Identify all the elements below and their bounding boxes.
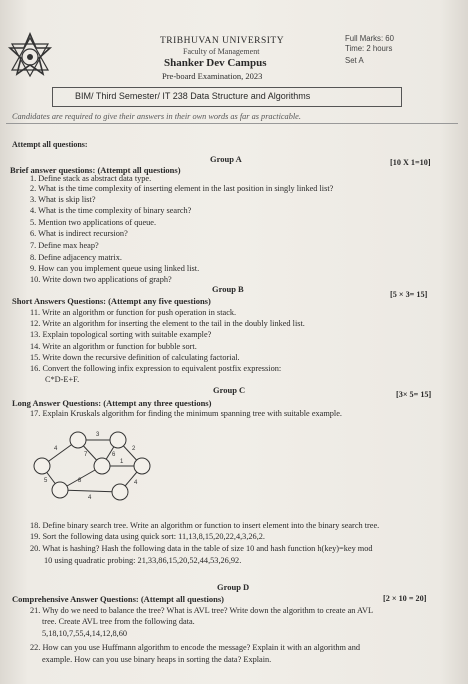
question-20-cont: 10 using quadratic probing: 21,33,86,15,20,52,44,53,26,92. bbox=[44, 556, 242, 565]
question-12: 12. Write an algorithm for inserting the element to the tail in the doubly linked list. bbox=[30, 319, 305, 328]
edge-weight: 8 bbox=[78, 478, 82, 484]
question-set: Set A bbox=[345, 56, 364, 65]
avl-data: 5,18,10,7,55,4,14,12,8,60 bbox=[42, 629, 128, 638]
group-b-heading: Short Answers Questions: (Attempt any five questions) bbox=[12, 296, 211, 306]
question-7: 7. Define max heap? bbox=[30, 241, 99, 250]
time-allowed: Time: 2 hours bbox=[345, 44, 393, 53]
edge-weight: 4 bbox=[88, 495, 92, 501]
group-a-title: Group A bbox=[210, 154, 242, 164]
edge-weight: 5 bbox=[44, 478, 48, 484]
edge-weight: 4 bbox=[134, 480, 138, 486]
question-10: 10. Write down two applications of graph? bbox=[30, 275, 172, 284]
university-name: TRIBHUVAN UNIVERSITY bbox=[160, 36, 285, 46]
group-b-marks: [5 × 3= 15] bbox=[390, 290, 428, 299]
question-18: 18. Define binary search tree. Write an algorithm or function to insert element into the binary search tree. bbox=[30, 521, 380, 530]
question-11: 11. Write an algorithm or function for push operation in stack. bbox=[30, 308, 237, 317]
group-c-heading: Long Answer Questions: (Attempt any three questions) bbox=[12, 398, 212, 408]
question-1: 1. Define stack as abstract data type. bbox=[30, 174, 152, 183]
question-21-cont: tree. Create AVL tree from the following data. bbox=[42, 617, 195, 626]
question-4: 4. What is the time complexity of binary search? bbox=[30, 206, 192, 215]
group-d-heading: Comprehensive Answer Questions: (Attempt all questions) bbox=[12, 594, 224, 604]
group-d-title: Group D bbox=[217, 582, 250, 592]
campus-name: Shanker Dev Campus bbox=[164, 57, 267, 69]
question-16: 16. Convert the following infix expression to equivalent postfix expression: bbox=[30, 364, 282, 373]
group-c-marks: [3× 5= 15] bbox=[396, 390, 432, 399]
group-d-marks: [2 × 10 = 20] bbox=[383, 594, 427, 603]
question-2: 2. What is the time complexity of inserting element in the last position in singly linked list? bbox=[30, 184, 334, 193]
group-c-title: Group C bbox=[213, 385, 246, 395]
edge-weight: 6 bbox=[112, 452, 116, 458]
group-b-title: Group B bbox=[212, 284, 244, 294]
group-a-heading: Brief answer questions: (Attempt all questions) bbox=[10, 165, 181, 175]
question-19: 19. Sort the following data using quick sort: 11,13,8,15,20,22,4,3,26,2. bbox=[30, 532, 265, 541]
exam-name: Pre-board Examination, 2023 bbox=[162, 71, 263, 81]
full-marks: Full Marks: 60 bbox=[345, 34, 394, 43]
university-logo bbox=[6, 32, 54, 80]
faculty-name: Faculty of Management bbox=[183, 47, 260, 56]
question-8: 8. Define adjacency matrix. bbox=[30, 253, 122, 262]
edge-weight: 7 bbox=[84, 452, 88, 458]
question-14: 14. Write an algorithm or function for bubble sort. bbox=[30, 342, 197, 351]
divider bbox=[6, 123, 458, 124]
question-13: 13. Explain topological sorting with suitable example? bbox=[30, 330, 212, 339]
question-21: 21. Why do we need to balance the tree? What is AVL tree? Write down the algorithm to create an AVL bbox=[30, 606, 374, 615]
question-22-cont: example. How can you use binary heaps in sorting the data? Explain. bbox=[42, 655, 272, 664]
edge-weight: 2 bbox=[132, 446, 136, 452]
question-6: 6. What is indirect recursion? bbox=[30, 229, 128, 238]
edge-weight: 1 bbox=[120, 459, 124, 465]
question-9: 9. How can you implement queue using linked list. bbox=[30, 264, 200, 273]
infix-expression: C*D-E+F. bbox=[45, 375, 80, 384]
question-20: 20. What is hashing? Hash the following data in the table of size 10 and hash function h(key)=key mod bbox=[30, 544, 373, 553]
group-a-marks: [10 X 1=10] bbox=[390, 158, 431, 167]
question-22: 22. How can you use Huffmann algorithm to encode the message? Explain it with an algorithm and bbox=[30, 643, 361, 652]
question-5: 5. Mention two applications of queue. bbox=[30, 218, 157, 227]
question-15: 15. Write down the recursive definition of calculating factorial. bbox=[30, 353, 240, 362]
instruction: Candidates are required to give their answers in their own words as far as practicable. bbox=[12, 112, 301, 121]
edge-weight: 3 bbox=[96, 432, 100, 438]
course-title: BIM/ Third Semester/ IT 238 Data Structure and Algorithms bbox=[75, 91, 311, 101]
question-3: 3. What is skip list? bbox=[30, 195, 96, 204]
course-box bbox=[52, 87, 402, 107]
question-17: 17. Explain Kruskals algorithm for finding the minimum spanning tree with suitable example. bbox=[30, 409, 342, 418]
attempt-all: Attempt all questions: bbox=[12, 140, 88, 149]
weighted-graph bbox=[20, 422, 160, 512]
edge-weight: 4 bbox=[54, 446, 58, 452]
